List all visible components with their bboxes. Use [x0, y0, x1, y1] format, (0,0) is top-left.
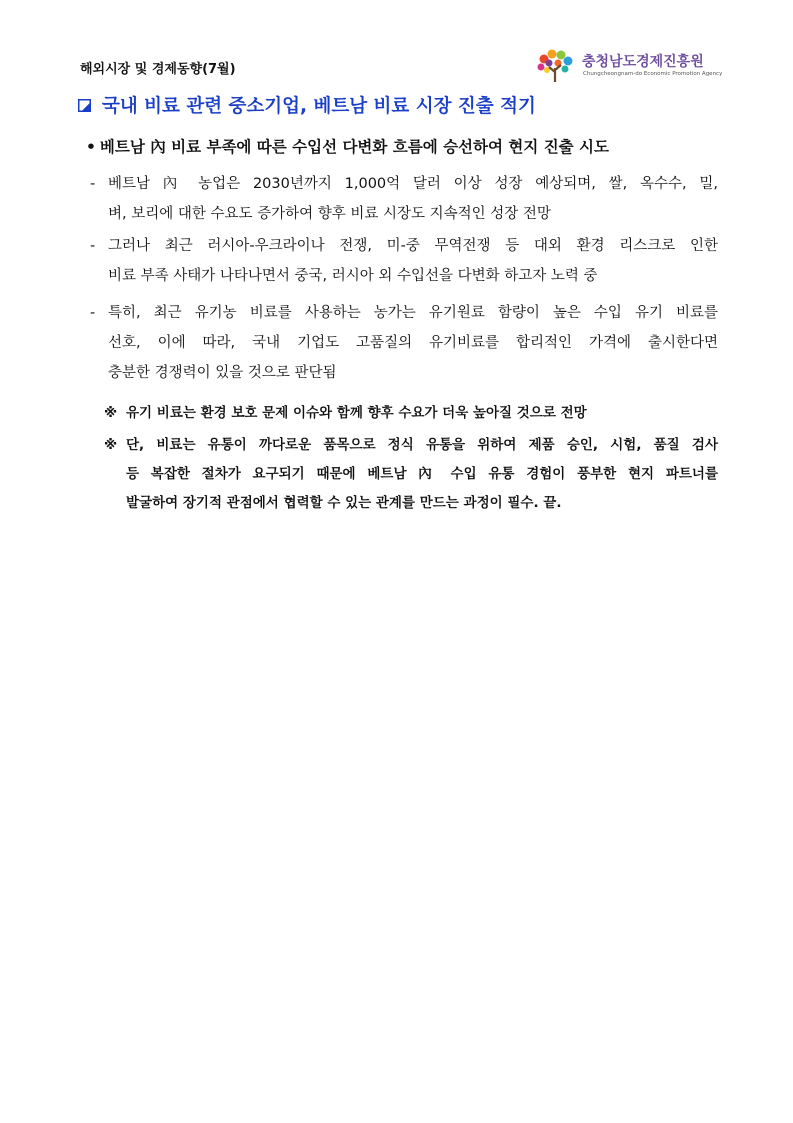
dash-marker: - [90, 176, 96, 192]
paragraph-line: 충분한 경쟁력이 있을 것으로 판단됨 [108, 365, 337, 381]
section-title [78, 92, 536, 118]
org-logo [536, 46, 723, 86]
note-line: 단, 비료는 유통이 까다로운 품목으로 정식 유통을 위하여 제품 승인, 시험, 품질 검사 [126, 437, 718, 453]
org-subtitle: Chungcheongnam-do Economic Promotion Agency [583, 71, 723, 77]
square-corner-icon [78, 99, 91, 112]
paragraph-line: 비료 부족 사태가 나타나면서 중국, 러시아 외 수입선을 다변화 하고자 노력 중 [108, 268, 598, 284]
org-name: 충청남도경제진흥원 [582, 54, 704, 70]
note-line: 발굴하여 장기적 관점에서 협력할 수 있는 관계를 만드는 과정이 필수. 끝. [126, 495, 562, 511]
note-line: 등 복잡한 절차가 요구되기 때문에 베트남 內 수입 유통 경험이 풍부한 현지 파트너를 [126, 466, 718, 482]
note [104, 431, 718, 518]
paragraph [90, 298, 718, 388]
paragraph [90, 231, 718, 291]
note-line: 유기 비료는 환경 보호 문제 이슈와 함께 향후 수요가 더욱 높아질 것으로 전망 [126, 405, 587, 421]
paragraph-line: 선호, 이에 따라, 국내 기업도 고품질의 유기비료를 합리적인 가격에 출시한다면 [108, 335, 718, 351]
tree-logo-icon [536, 48, 576, 84]
paragraph [90, 169, 718, 229]
paragraph-line: 그러나 최근 러시아-우크라이나 전쟁, 미-중 무역전쟁 등 대외 환경 리스크로 인한 [108, 238, 718, 254]
header-label: 해외시장 및 경제동향(7월) [80, 62, 236, 77]
dash-marker: - [90, 238, 96, 254]
section-title-text: 국내 비료 관련 중소기업, 베트남 비료 시장 진출 적기 [102, 96, 536, 117]
bullet-dot-icon: • [86, 138, 96, 156]
paragraph-line: 특히, 최근 유기농 비료를 사용하는 농가는 유기원료 함량이 높은 수입 유기 비료를 [108, 305, 718, 321]
dash-marker: - [90, 305, 96, 321]
note [104, 399, 718, 428]
main-bullet [86, 135, 609, 157]
reference-mark: ※ [104, 405, 118, 421]
paragraph-line: 베트남 內 농업은 2030년까지 1,000억 달러 이상 성장 예상되며, 쌀, 옥수수, 밀, [108, 176, 718, 192]
paragraph-line: 벼, 보리에 대한 수요도 증가하여 향후 비료 시장도 지속적인 성장 전망 [108, 206, 551, 222]
main-bullet-text: 베트남 內 비료 부족에 따른 수입선 다변화 흐름에 승선하여 현지 진출 시도 [99, 138, 609, 156]
reference-mark: ※ [104, 437, 118, 453]
